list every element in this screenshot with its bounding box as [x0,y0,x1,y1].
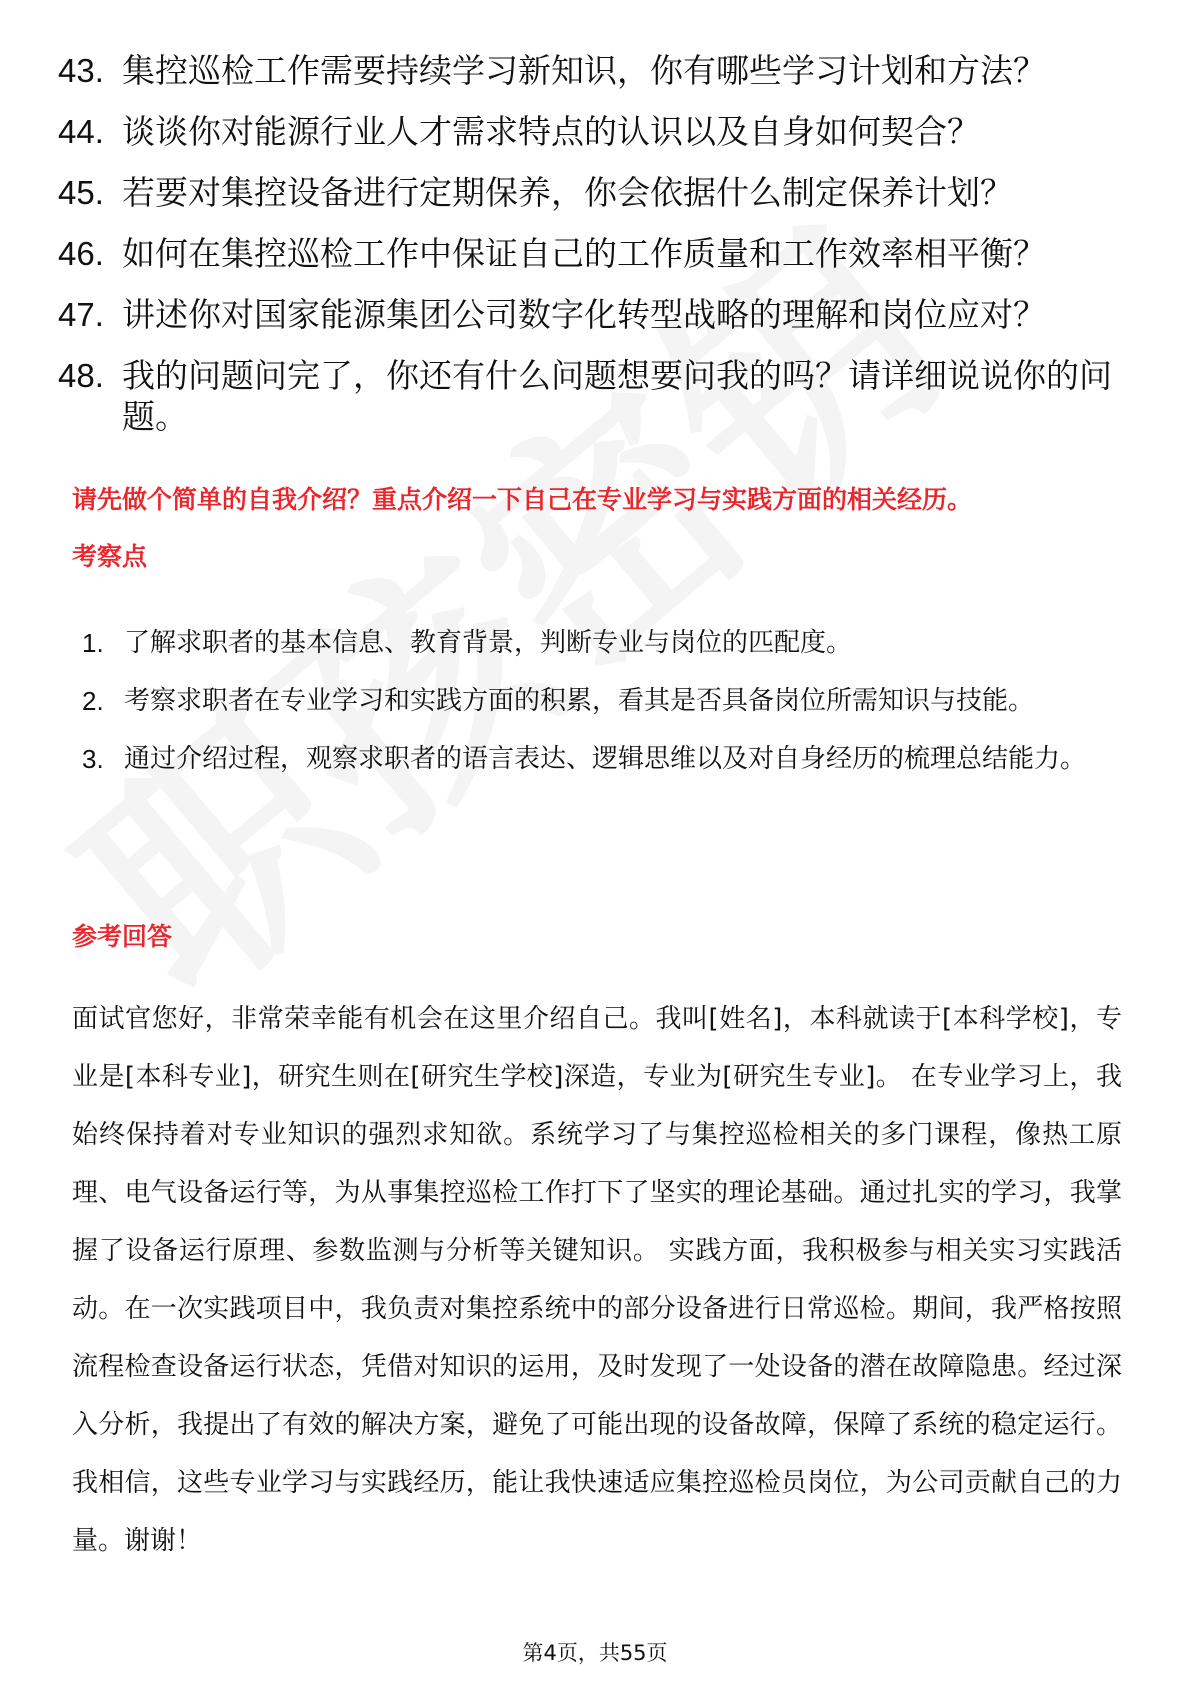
point-text: 考察求职者在专业学习和实践方面的积累，看其是否具备岗位所需知识与技能。 [124,686,1035,716]
question-item [58,294,1138,335]
assessment-point [82,673,1122,729]
question-item [58,355,1138,437]
point-number: 2. [82,686,104,716]
question-list [58,50,1138,457]
question-text: 若要对集控设备进行定期保养，你会依据什么制定保养计划？ [122,173,1013,212]
section-heading-reference-answer: 参考回答 [72,922,173,951]
question-text: 谈谈你对能源行业人才需求特点的认识以及自身如何契合？ [122,112,980,151]
question-item [58,111,1138,152]
point-number: 3. [82,744,104,774]
point-text: 通过介绍过程，观察求职者的语言表达、逻辑思维以及对自身经历的梳理总结能力。 [124,744,1087,774]
question-number: 48. [58,357,104,394]
main-question-heading: 请先做个简单的自我介绍？重点介绍一下自己在专业学习与实践方面的相关经历。 [72,485,973,514]
question-item [58,172,1138,213]
section-heading-assessment-points: 考察点 [72,542,148,571]
question-item [58,50,1138,91]
question-number: 44. [58,113,104,150]
assessment-points-list [82,615,1122,789]
reference-answer-paragraph: 面试官您好，非常荣幸能有机会在这里介绍自己。我叫[姓名]，本科就读于[本科学校]，专业是[本科专业]，研究生则在[研究生学校]深造，专业为[研究生专业]。 在专业学习上，我始终保持着对专业知识的强烈求知欲。系统学习了与集控巡检相关的多门课程，像热工原理、电气设备运行等，为从事集控巡检工作打下了坚实的理论基础。通过扎实的学习，我掌握了设备运行原理、参数监测与分析等关键知识。 实践方面，我积极参与相关实习实践活动。在一次实践项目中，我负责对集控系统中的部分设备进行日常巡检。期间，我严格按照流程检查设备运行状态，凭借对知识的运用，及时发现了一处设备的潜在故障隐患。经过深入分析，我提出了有效的解决方案，避免了可能出现的设备故障，保障了系统的稳定运行。我相信，这些专业学习与实践经历，能让我快速适应集控巡检员岗位，为公司贡献自己的力量。谢谢！ [72,1004,1122,1556]
question-text: 讲述你对国家能源集团公司数字化转型战略的理解和岗位应对？ [122,295,1046,334]
point-number: 1. [82,628,104,658]
question-text: 集控巡检工作需要持续学习新知识，你有哪些学习计划和方法？ [122,51,1046,90]
question-number: 46. [58,235,104,272]
page-footer: 第4页，共55页 [522,1641,668,1665]
question-text: 如何在集控巡检工作中保证自己的工作质量和工作效率相平衡？ [122,234,1046,273]
question-item [58,233,1138,274]
assessment-point [82,731,1122,787]
question-number: 47. [58,296,104,333]
question-number: 45. [58,174,104,211]
assessment-point [82,615,1122,671]
question-text: 我的问题问完了，你还有什么问题想要问我的吗？请详细说说你的问题。 [122,356,1112,436]
question-number: 43. [58,52,104,89]
point-text: 了解求职者的基本信息、教育背景，判断专业与岗位的匹配度。 [124,628,853,658]
